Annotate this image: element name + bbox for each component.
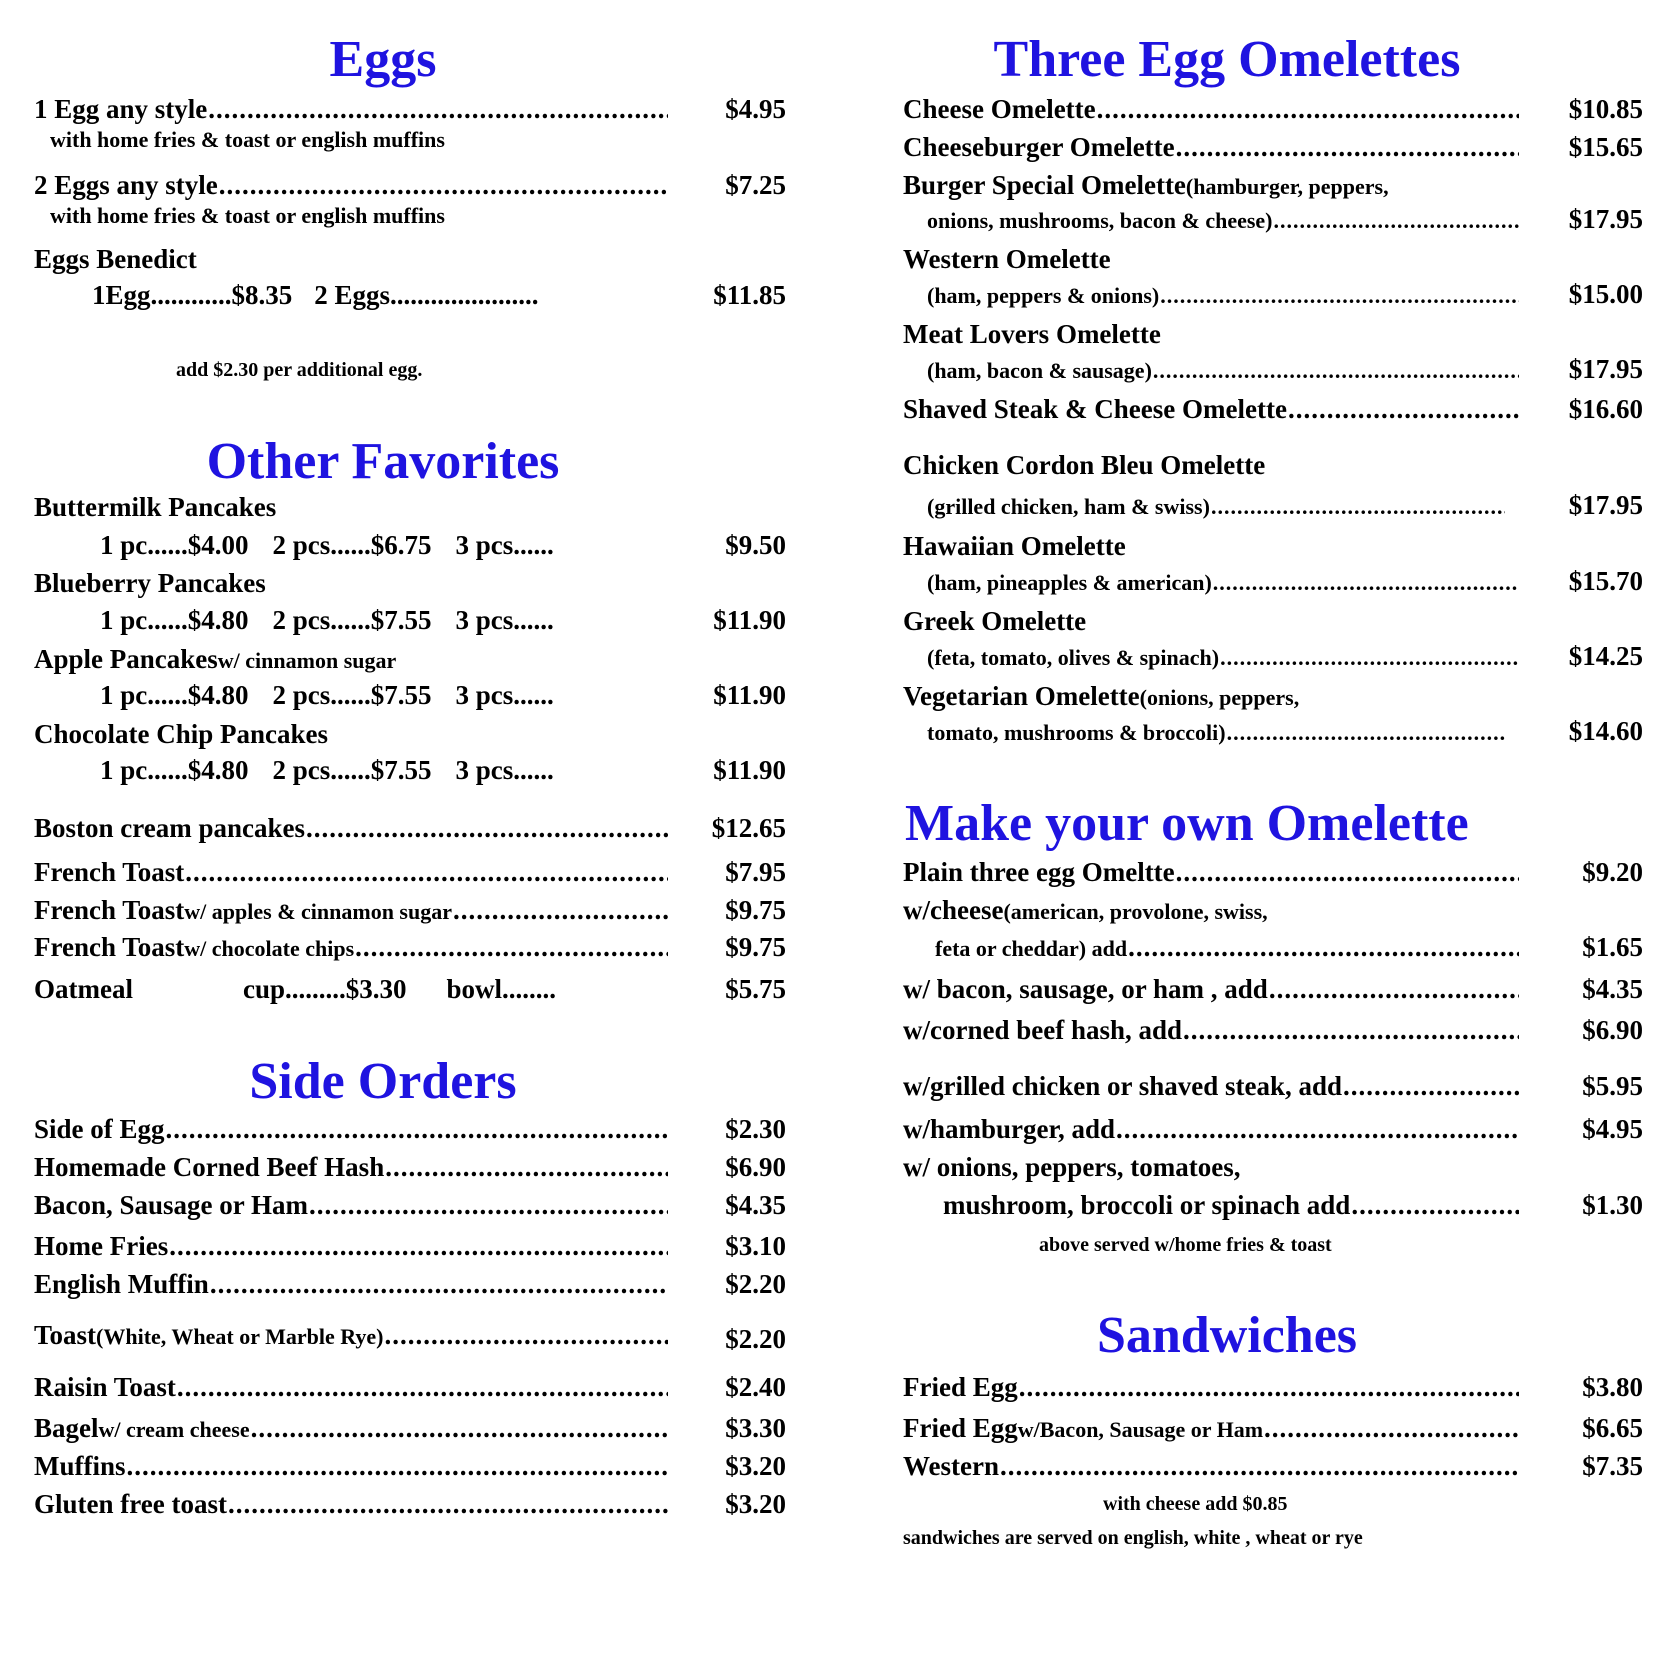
menu-item: w/corned beef hash, add ..... $6.90 xyxy=(903,1013,1643,1047)
pancake-prices: 1 pc......$4.00 2 pcs......$6.75 3 pcs...... $9.50 xyxy=(100,530,786,560)
menu-item-eggs-benedict: Eggs Benedict xyxy=(34,244,197,274)
menu-item: w/cheese (american, provolone, swiss, xyxy=(903,895,1268,925)
item-price: $15.65 xyxy=(1568,132,1643,162)
item-price: $3.80 xyxy=(1582,1372,1643,1402)
menu-item: Bagel w/ cream cheese ..... $3.30 xyxy=(34,1411,786,1445)
benedict-prices: 1Egg............$8.35 2 Eggs...................... $11.85 xyxy=(92,280,786,310)
menu-item: w/hamburger, add ..... $4.95 xyxy=(903,1112,1643,1146)
menu-item: Side of Egg ..... $2.30 xyxy=(34,1112,786,1146)
menu-item: Fried Egg ..... $3.80 xyxy=(903,1370,1643,1404)
side-orders-heading: Side Orders xyxy=(249,1053,517,1110)
item-price: $3.10 xyxy=(725,1231,786,1261)
item-price: $4.95 xyxy=(1582,1114,1643,1144)
menu-item: Raisin Toast ..... $2.40 xyxy=(34,1370,786,1404)
sandwiches-note-bread: sandwiches are served on english, white , wheat or rye xyxy=(903,1527,1363,1549)
menu-item-detail: (feta, tomato, olives & spinach) ..... $14.25 xyxy=(903,639,1643,673)
item-price: $2.40 xyxy=(725,1372,786,1402)
item-price: $11.90 xyxy=(713,755,786,785)
menu-item: Fried Egg w/Bacon, Sausage or Ham ..... $6.65 xyxy=(903,1411,1643,1445)
item-price: $6.90 xyxy=(1582,1015,1643,1045)
menu-item: Home Fries ..... $3.10 xyxy=(34,1229,786,1263)
item-description: with home fries & toast or english muffins xyxy=(50,127,445,152)
menu-item: Toast (White, Wheat or Marble Rye) ..... $2.20 xyxy=(34,1318,786,1352)
item-price: $4.95 xyxy=(725,94,786,124)
pancake-prices: 1 pc......$4.80 2 pcs......$7.55 3 pcs...... $11.90 xyxy=(100,605,786,635)
item-price: $14.60 xyxy=(1568,716,1643,746)
item-price: $4.35 xyxy=(725,1190,786,1220)
make-your-own-heading: Make your own Omelette xyxy=(905,795,1469,852)
item-price: $1.65 xyxy=(1582,932,1643,962)
item-price: $4.35 xyxy=(1582,974,1643,1004)
menu-item: Hawaiian Omelette xyxy=(903,531,1126,561)
item-price: $17.95 xyxy=(1568,354,1643,384)
item-price: $9.50 xyxy=(725,530,786,560)
item-price: $17.95 xyxy=(1568,490,1643,520)
menu-item: Meat Lovers Omelette xyxy=(903,319,1161,349)
menu-item: Cheeseburger Omelette ..... $15.65 xyxy=(903,130,1643,164)
item-price: $3.20 xyxy=(725,1489,786,1519)
item-price: $16.60 xyxy=(1568,394,1643,424)
menu-item: Homemade Corned Beef Hash ..... $6.90 xyxy=(34,1150,786,1184)
menu-item: Cheese Omelette ..... $10.85 xyxy=(903,92,1643,126)
pancake-prices: 1 pc......$4.80 2 pcs......$7.55 3 pcs...... $11.90 xyxy=(100,680,786,710)
other-favorites-heading: Other Favorites xyxy=(206,433,560,490)
item-price: $11.90 xyxy=(713,605,786,635)
menu-item: w/grilled chicken or shaved steak, add ..... $5.95 xyxy=(903,1069,1643,1103)
menu-item-detail: (ham, bacon & sausage) ..... $17.95 xyxy=(903,352,1643,386)
menu-item: Gluten free toast ..... $3.20 xyxy=(34,1487,786,1521)
menu-item: w/ onions, peppers, tomatoes, xyxy=(903,1152,1241,1182)
menu-item: French Toast ..... $7.95 xyxy=(34,855,786,889)
item-price: $17.95 xyxy=(1568,204,1643,234)
item-price: $2.20 xyxy=(725,1324,786,1354)
item-price: $2.20 xyxy=(725,1269,786,1299)
item-description: with home fries & toast or english muffins xyxy=(50,203,445,228)
item-price: $5.75 xyxy=(725,974,786,1004)
sandwiches-note-cheese: with cheese add $0.85 xyxy=(1103,1493,1288,1515)
pancake-item: Apple Pancakes w/ cinnamon sugar xyxy=(34,644,397,674)
item-price: $10.85 xyxy=(1568,94,1643,124)
menu-item: Burger Special Omelette (hamburger, peppers, xyxy=(903,170,1389,200)
pancake-item: Chocolate Chip Pancakes xyxy=(34,719,329,749)
menu-item: Bacon, Sausage or Ham ..... $4.35 xyxy=(34,1188,786,1222)
item-price: $7.95 xyxy=(725,857,786,887)
menu-item: Plain three egg Omeltte ..... $9.20 xyxy=(903,855,1643,889)
menu-item: Muffins ..... $3.20 xyxy=(34,1449,786,1483)
menu-item: Chicken Cordon Bleu Omelette xyxy=(903,450,1266,480)
menu-item: English Muffin ..... $2.20 xyxy=(34,1267,786,1301)
menu-item-detail: onions, mushrooms, bacon & cheese) ..... $17.95 xyxy=(903,202,1643,236)
menu-item: Vegetarian Omelette (onions, peppers, xyxy=(903,681,1300,711)
menu-item: 1 Egg any style ..... $4.95 xyxy=(34,92,786,126)
item-price: $9.75 xyxy=(725,932,786,962)
item-price: $3.30 xyxy=(725,1413,786,1443)
menu-item: Western ..... $7.35 xyxy=(903,1449,1643,1483)
item-price: $6.90 xyxy=(725,1152,786,1182)
item-price: $6.65 xyxy=(1582,1413,1643,1443)
menu-item-detail: tomato, mushrooms & broccoli) ..... $14.60 xyxy=(903,714,1643,748)
item-price: $2.30 xyxy=(725,1114,786,1144)
sandwiches-heading: Sandwiches xyxy=(1096,1307,1358,1364)
menu-item: Boston cream pancakes ..... $12.65 xyxy=(34,811,786,845)
menu-item-detail: (ham, pineapples & american) ..... $15.70 xyxy=(903,564,1643,598)
item-price: $3.20 xyxy=(725,1451,786,1481)
menu-item-detail: (grilled chicken, ham & swiss) ..... $17.95 xyxy=(903,488,1643,522)
omelettes-heading: Three Egg Omelettes xyxy=(993,31,1461,88)
item-price: $9.75 xyxy=(725,895,786,925)
item-price: $9.20 xyxy=(1582,857,1643,887)
menu-item-detail: (ham, peppers & onions) ..... $15.00 xyxy=(903,277,1643,311)
menu-item: w/ bacon, sausage, or ham , add ..... $4.35 xyxy=(903,972,1643,1006)
menu-item-detail: mushroom, broccoli or spinach add ..... $1.30 xyxy=(903,1188,1643,1222)
menu-item: French Toast w/ apples & cinnamon sugar ..... $9.75 xyxy=(34,893,786,927)
eggs-heading: Eggs xyxy=(329,31,437,88)
pancake-item: Buttermilk Pancakes xyxy=(34,492,277,522)
menu-item: French Toast w/ chocolate chips ..... $9.75 xyxy=(34,930,786,964)
item-price: $5.95 xyxy=(1582,1071,1643,1101)
item-price: $7.35 xyxy=(1582,1451,1643,1481)
item-price: $11.90 xyxy=(713,680,786,710)
item-price: $11.85 xyxy=(713,280,786,310)
item-price: $7.25 xyxy=(725,170,786,200)
menu-item: Shaved Steak & Cheese Omelette ..... $16.60 xyxy=(903,392,1643,426)
menu-item: 2 Eggs any style ..... $7.25 xyxy=(34,168,786,202)
custom-note: above served w/home fries & toast xyxy=(1039,1234,1332,1256)
menu-item: Western Omelette xyxy=(903,244,1111,274)
eggs-note: add $2.30 per additional egg. xyxy=(176,359,423,381)
item-price: $1.30 xyxy=(1582,1190,1643,1220)
pancake-prices: 1 pc......$4.80 2 pcs......$7.55 3 pcs...... $11.90 xyxy=(100,755,786,785)
item-price: $15.70 xyxy=(1568,566,1643,596)
oatmeal-item: Oatmeal cup.........$3.30 bowl........ $5.75 xyxy=(34,974,786,1004)
item-price: $12.65 xyxy=(711,813,786,843)
pancake-item: Blueberry Pancakes xyxy=(34,568,266,598)
item-price: $15.00 xyxy=(1568,279,1643,309)
menu-item-detail: feta or cheddar) add ..... $1.65 xyxy=(903,930,1643,964)
item-price: $14.25 xyxy=(1568,641,1643,671)
menu-item: Greek Omelette xyxy=(903,606,1087,636)
